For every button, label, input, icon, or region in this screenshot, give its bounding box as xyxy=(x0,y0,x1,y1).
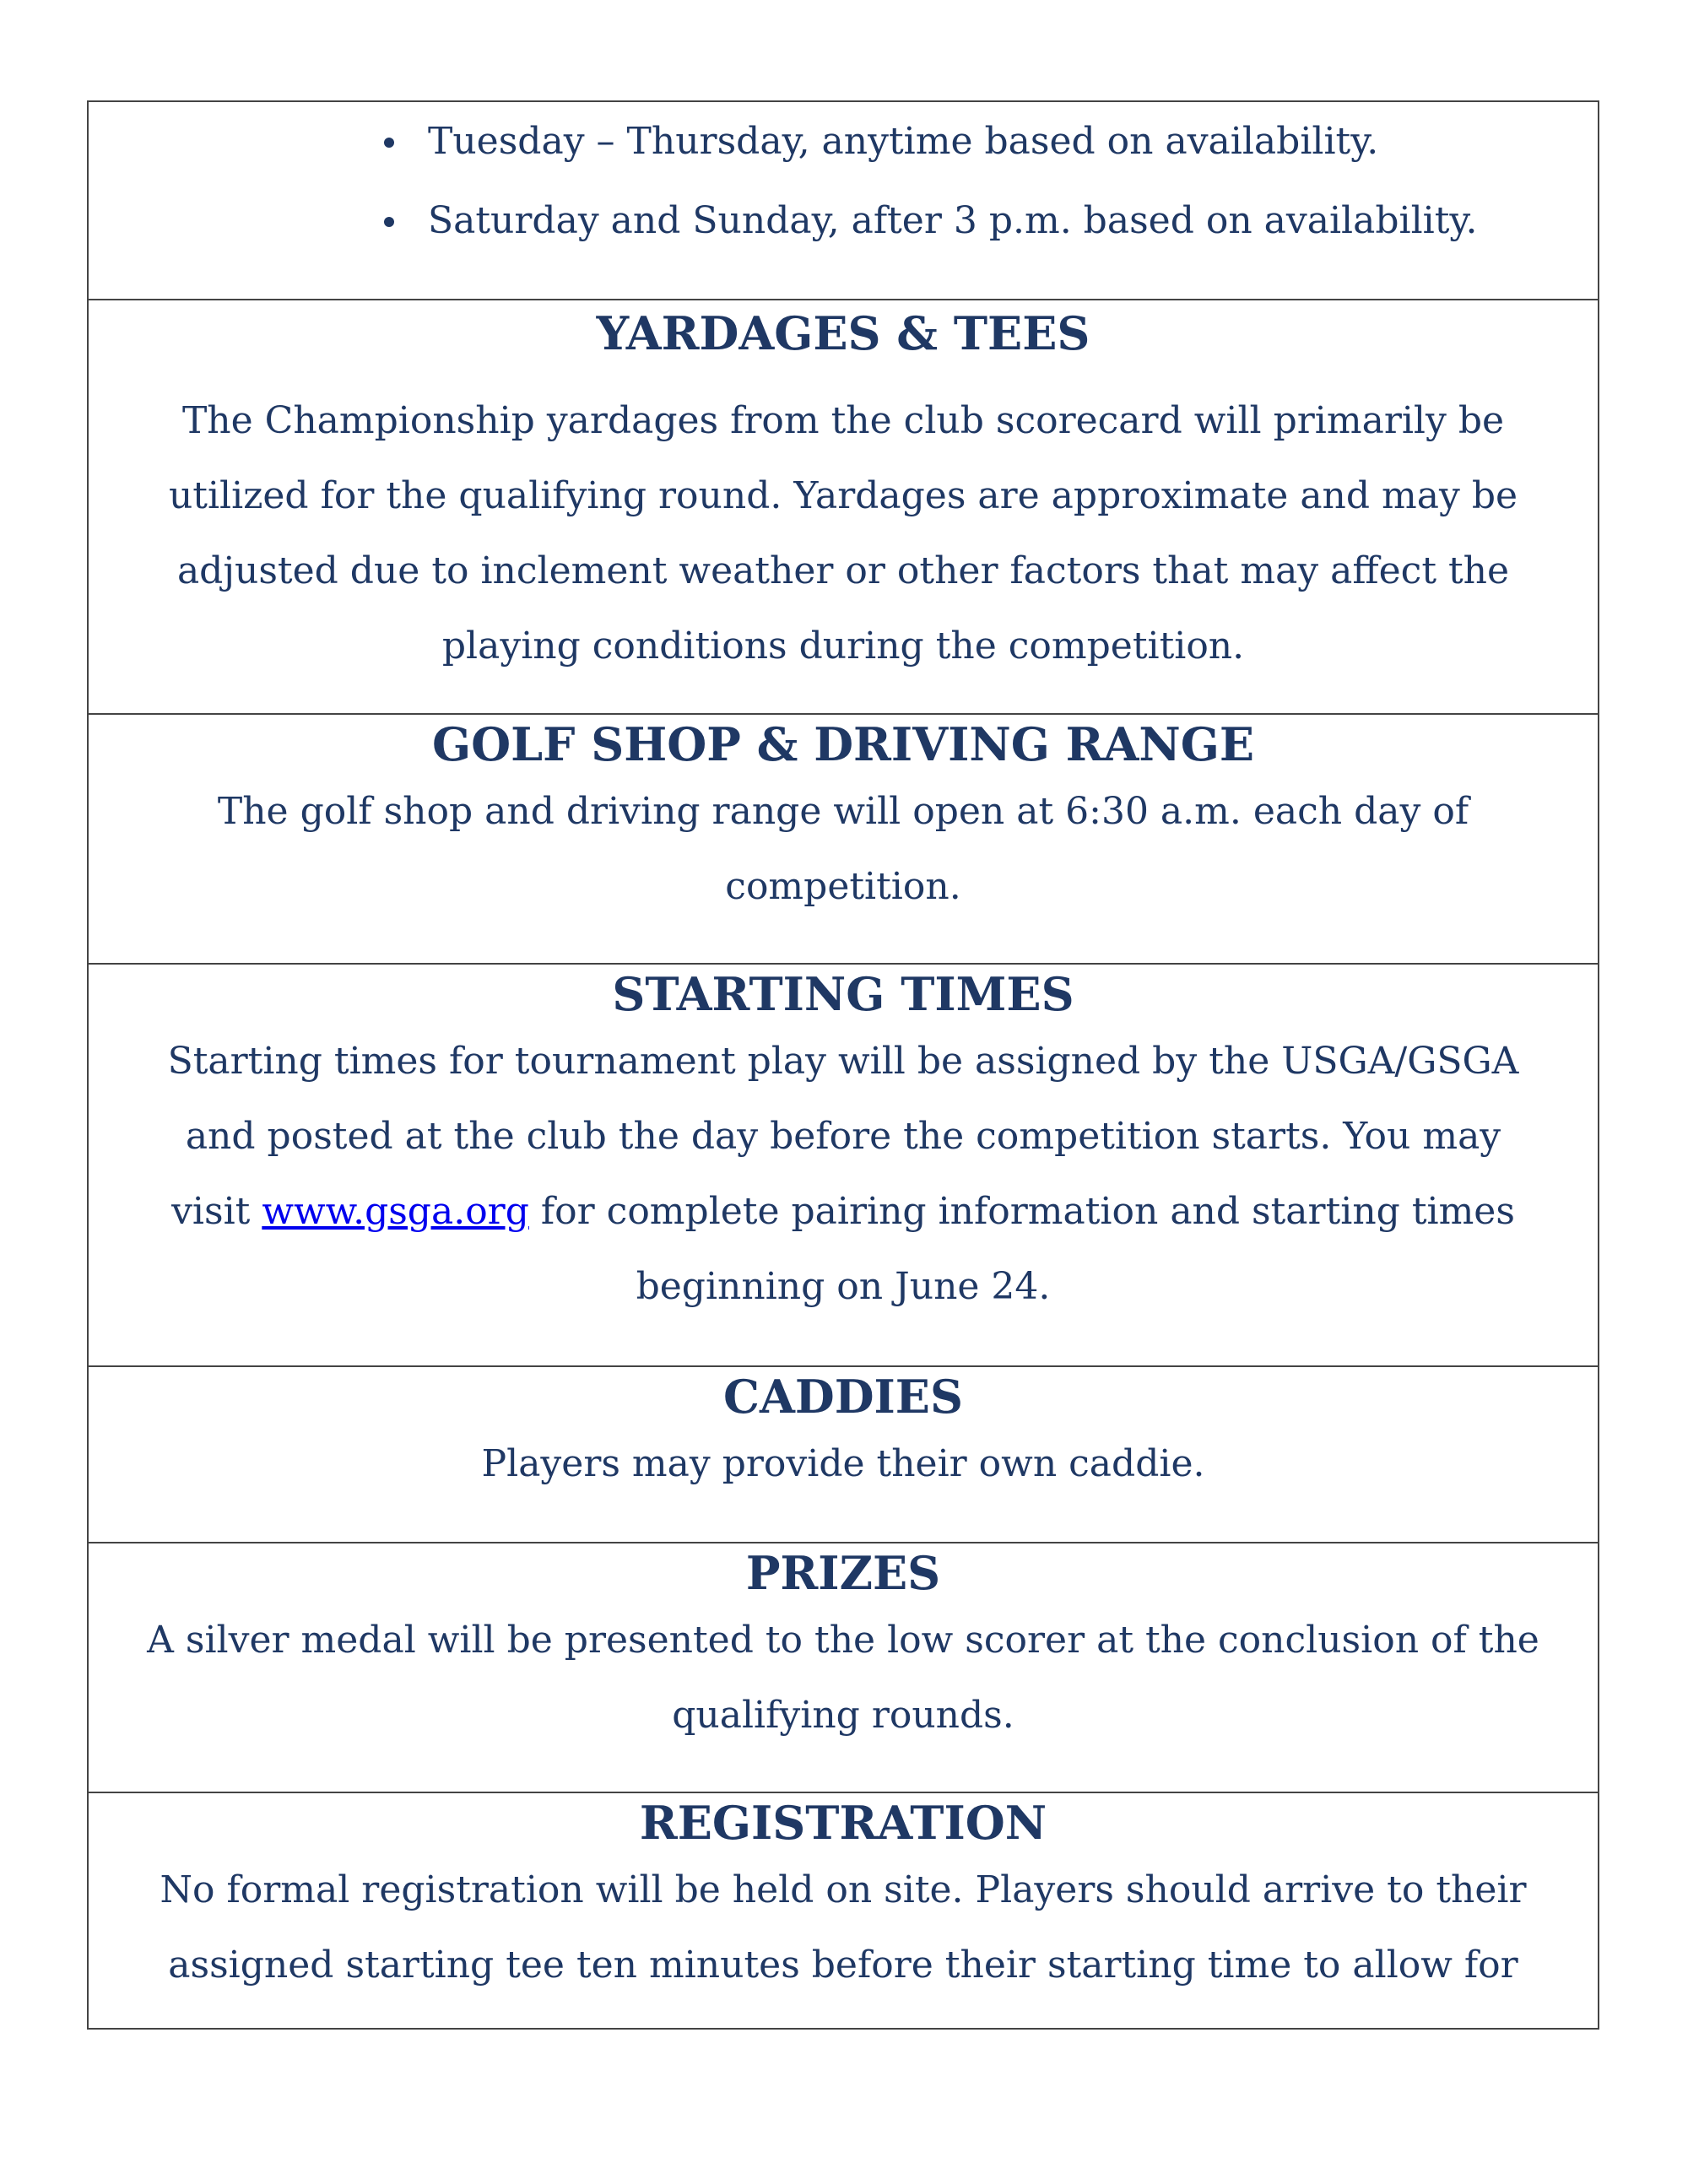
body-line: Starting times for tournament play will be assigned by the USGA/GSGA xyxy=(167,1040,1519,1083)
section-heading: GOLF SHOP & DRIVING RANGE xyxy=(431,717,1255,771)
body-line: competition. xyxy=(725,865,961,908)
section-heading: YARDAGES & TEES xyxy=(596,306,1090,360)
text: visit xyxy=(171,1190,262,1233)
availability-list xyxy=(384,102,1477,261)
list-item: Saturday and Sunday, after 3 p.m. based on availability. xyxy=(384,181,1477,261)
section-yardages xyxy=(89,300,1598,715)
body-line: assigned starting tee ten minutes before their starting time to allow for xyxy=(168,1943,1518,1987)
section-golf-shop xyxy=(89,715,1598,965)
section-heading: CADDIES xyxy=(723,1370,963,1424)
body-line: The Championship yardages from the club scorecard will primarily be xyxy=(181,399,1505,442)
section-prizes xyxy=(89,1543,1598,1793)
body-line: beginning on June 24. xyxy=(636,1265,1051,1308)
body-line: A silver medal will be presented to the low scorer at the conclusion of the xyxy=(147,1619,1539,1662)
body-line: adjusted due to inclement weather or other factors that may affect the xyxy=(176,549,1510,592)
availability-row xyxy=(89,102,1598,300)
body-line: No formal registration will be held on site. Players should arrive to their xyxy=(160,1868,1527,1911)
body-line: The golf shop and driving range will open at 6:30 a.m. each day of xyxy=(217,790,1469,833)
section-caddies xyxy=(89,1367,1598,1543)
body-line: and posted at the club the day before the competition starts. You may xyxy=(185,1115,1501,1158)
body-line: qualifying rounds. xyxy=(672,1694,1014,1737)
list-item: Tuesday – Thursday, anytime based on availability. xyxy=(384,102,1477,181)
body-line: utilized for the qualifying round. Yardages are approximate and may be xyxy=(168,474,1518,517)
body-line xyxy=(89,1174,1598,1249)
body-line: Players may provide their own caddie. xyxy=(481,1442,1205,1485)
info-table xyxy=(87,100,1599,2030)
gsga-link[interactable]: www.gsga.org xyxy=(262,1190,529,1233)
section-heading: REGISTRATION xyxy=(639,1796,1047,1850)
section-heading: PRIZES xyxy=(745,1546,941,1600)
section-registration xyxy=(89,1793,1598,2030)
section-starting-times xyxy=(89,965,1598,1367)
body-line: playing conditions during the competition. xyxy=(441,624,1245,668)
section-heading: STARTING TIMES xyxy=(612,967,1074,1021)
text: for complete pairing information and starting times xyxy=(528,1190,1515,1233)
